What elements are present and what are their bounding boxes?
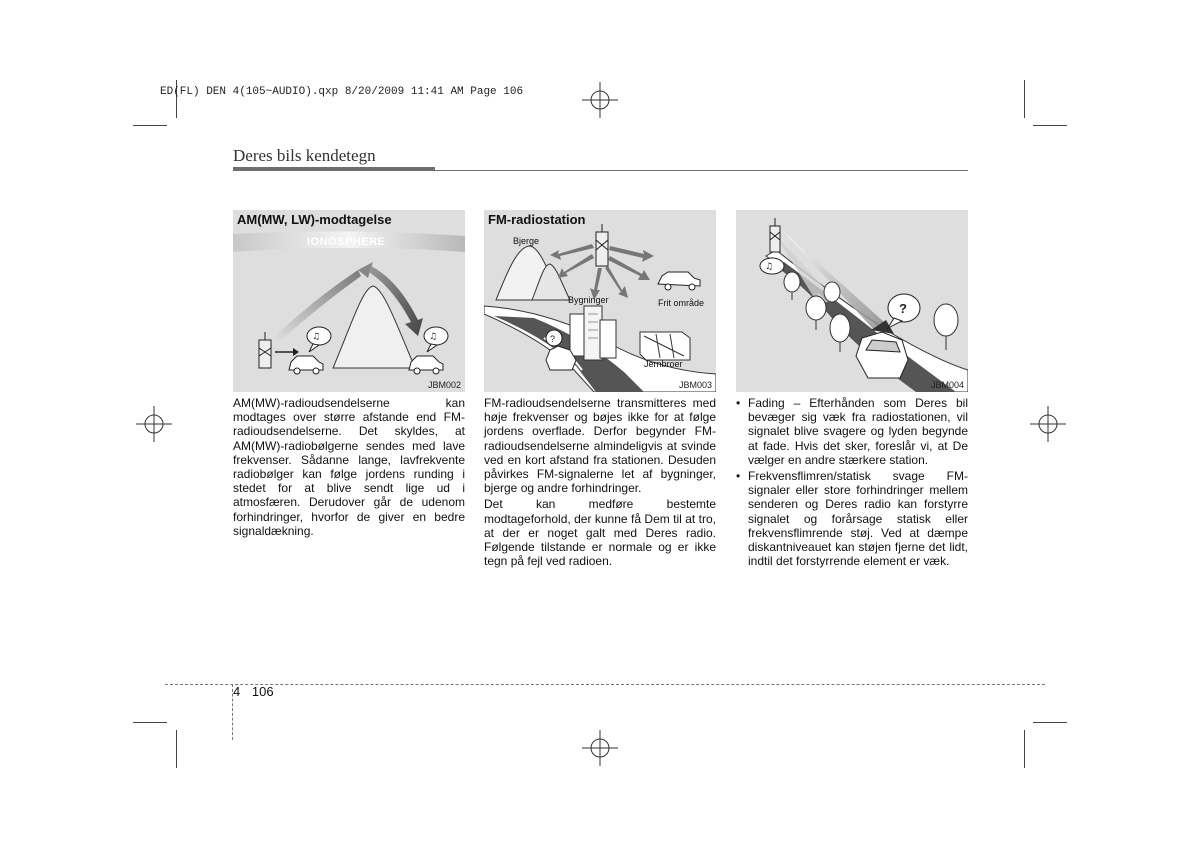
registration-mark-left-icon <box>136 406 172 442</box>
figure-fading <box>736 210 968 392</box>
page-chapter: 4 <box>233 684 241 699</box>
label-buildings: Bygninger <box>568 295 609 305</box>
page-number-value: 106 <box>251 684 274 699</box>
svg-text:?: ? <box>899 301 907 316</box>
figure-fm-station <box>484 210 716 392</box>
figure-am-reception <box>233 210 465 392</box>
column-right <box>736 396 968 570</box>
svg-text:♫: ♫ <box>312 332 321 342</box>
figure-am-code: JBM002 <box>427 380 461 390</box>
am-paragraph: AM(MW)-radioudsendelserne kan modtages over større afstande end FM-radioudsendelserne. Det skyldes, at AM(MW)-radiobølgerne sendes med lave frekvenser. Sådanne lange, lavfrekvente radiobølger kan følge jordens runding i stedet for at blive sendt lige ud i atmosfæren. Derudover går de udenom forhindringer, hvorfor de giver en bedre signaldækning. <box>233 396 465 538</box>
footer-dashed-rule <box>165 684 1045 685</box>
svg-text:♫: ♫ <box>429 332 438 342</box>
label-bridges: Jernbroer <box>644 359 683 369</box>
ionosphere-label: IONOSPHERE <box>307 236 386 248</box>
figure-fm-code: JBM003 <box>678 380 712 390</box>
registration-mark-right-icon <box>1030 406 1066 442</box>
svg-text:?: ? <box>550 334 556 344</box>
figure-fading-code: JBM004 <box>930 380 964 390</box>
conditions-list <box>736 396 968 568</box>
column-left <box>233 396 465 538</box>
list-item-flutter: • Frekvensflimren/statisk svage FM-signaler eller store forhindringer mellem senderen og Deres radio kan forstyrre signalet og forårsage statisk eller frekvensflimrende støj. Ved at dæmpe diskantniveauet kan støjen fjerne det lidt, indtil det forstyrrende element er væk. <box>736 469 968 568</box>
page-number <box>233 684 274 699</box>
registration-mark-top-icon <box>582 82 618 118</box>
svg-text:♫: ♫ <box>765 262 774 272</box>
fm-paragraph-2: Det kan medføre bestemte modtageforhold, der kunne få Dem til at tro, at der er noget galt med Deres radio. Følgende tilstande er normale og er ikke tegn på fejl ved radioen. <box>484 497 716 569</box>
header-rule-thin <box>435 170 968 171</box>
section-title: Deres bils kendetegn <box>233 146 376 165</box>
list-item-fading: • Fading – Efterhånden som Deres bil bevæger sig væk fra radiostationen, vil signalet blive svagere og lyden begynde at fade. Hvis det sker, foreslår vi, at De vælger en andre stærkere station. <box>736 396 968 467</box>
column-middle <box>484 396 716 568</box>
fading-illustration <box>736 210 968 392</box>
print-slug: ED(FL) DEN 4(105~AUDIO).qxp 8/20/2009 11:41 AM Page 106 <box>160 86 524 98</box>
header-rule-thick <box>233 167 435 171</box>
figure-fm-title: FM-radiostation <box>488 212 586 227</box>
fm-paragraph-1: FM-radioudsendelserne transmitteres med høje frekvenser og bøjes ikke for at følge jordens overflade. Derfor begynder FM-radioudsendelserne almindeligvis at svinde ved en kort afstand fra stationen. Desuden påvirkes FM-signalerne let af bygninger, bjerge og andre forhindringer. <box>484 396 716 496</box>
label-mountains: Bjerge <box>513 236 540 246</box>
figure-am-title: AM(MW, LW)-modtagelse <box>237 212 392 227</box>
label-open-area: Frit område <box>658 298 705 308</box>
registration-mark-bottom-icon <box>582 730 618 766</box>
